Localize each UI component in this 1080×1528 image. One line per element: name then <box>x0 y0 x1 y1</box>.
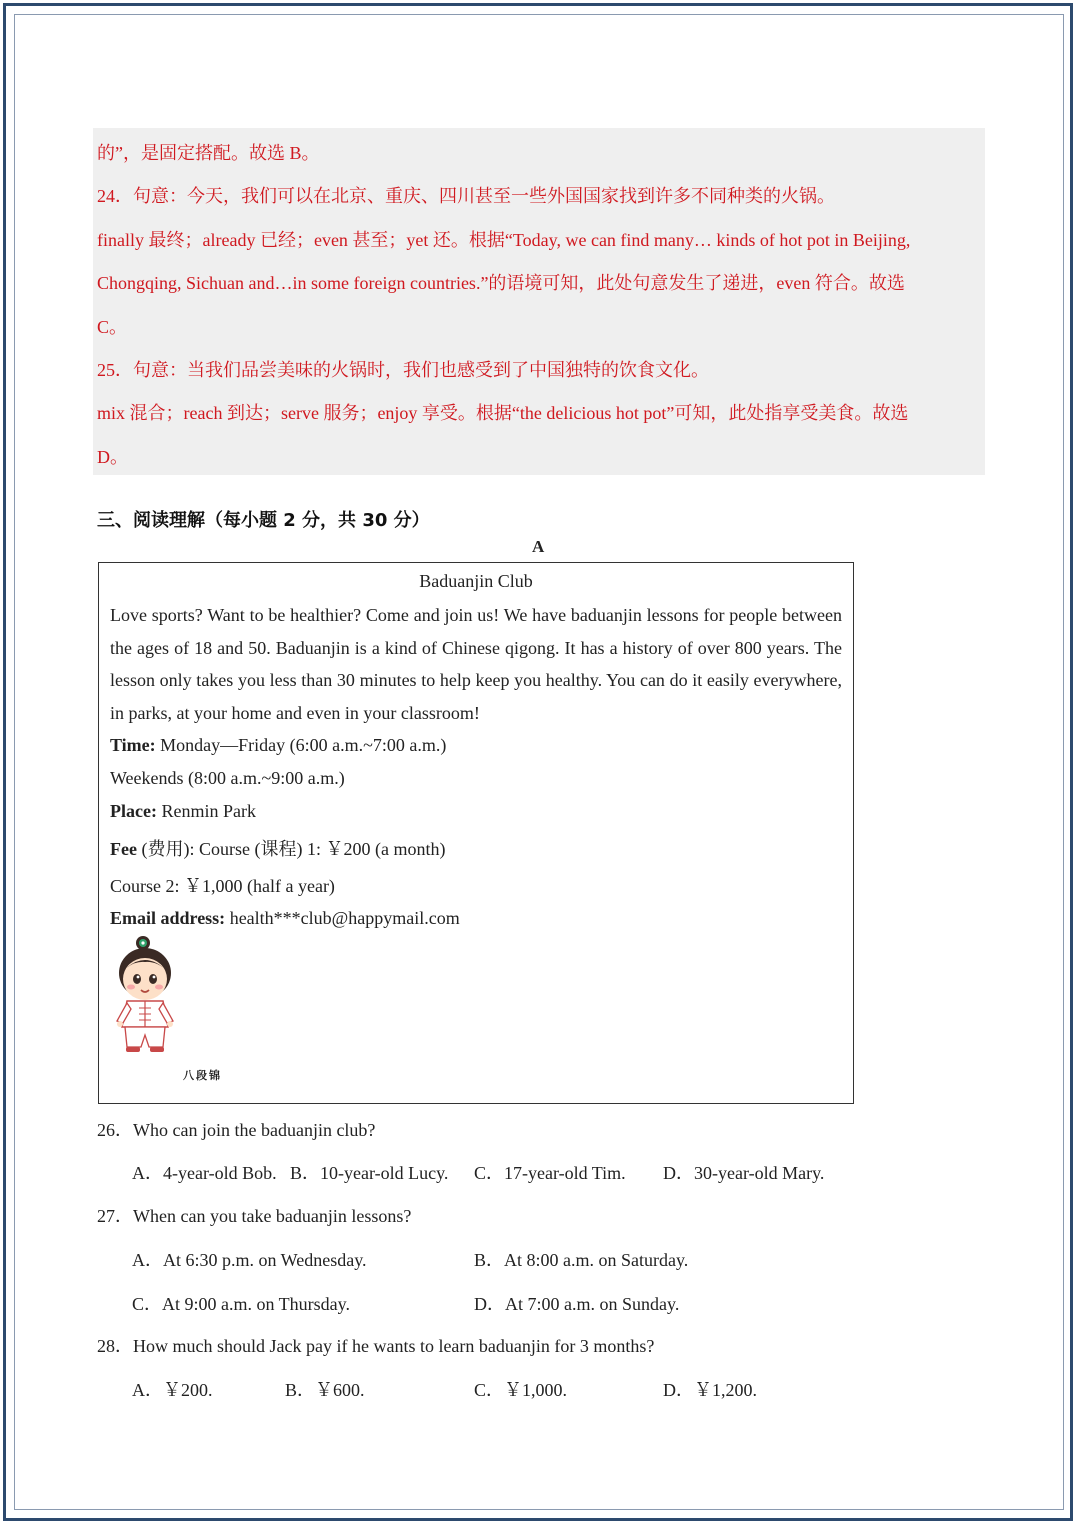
baduanjin-ad-box <box>98 562 854 1104</box>
answer-line: Chongqing, Sichuan and…in some foreign countries.”的语境可知，此处句意发生了递进，even 符合。故选 <box>97 273 905 293</box>
ad-weekends: Weekends (8:00 a.m.~9:00 a.m.) <box>110 768 345 788</box>
baduanjin-mascot-icon <box>113 935 203 1063</box>
question-option: A．4-year-old Bob. <box>132 1163 277 1183</box>
question-option: B．10-year-old Lucy. <box>290 1163 449 1183</box>
answer-line: 25．句意：当我们品尝美味的火锅时，我们也感受到了中国独特的饮食文化。 <box>97 360 709 380</box>
passage-label: A <box>532 537 545 556</box>
answer-line: finally 最终；already 已经；even 甚至；yet 还。根据“Today, we can find many… kinds of hot pot in Beijing, <box>97 230 911 250</box>
question-option: B．￥600. <box>285 1380 365 1400</box>
question-option: D．At 7:00 a.m. on Sunday. <box>474 1294 680 1314</box>
answer-line: 的”，是固定搭配。故选 B。 <box>97 143 320 163</box>
ad-email-label: Email address: <box>110 908 226 928</box>
question-option: D．￥1,200. <box>663 1380 757 1400</box>
question-stem: 28．How much should Jack pay if he wants to learn baduanjin for 3 months? <box>97 1336 655 1356</box>
ad-fee-label: Fee <box>110 839 137 859</box>
answer-line: 24．句意：今天，我们可以在北京、重庆、四川甚至一些外国国家找到许多不同种类的火锅。 <box>97 186 835 206</box>
question-stem: 26．Who can join the baduanjin club? <box>97 1120 376 1140</box>
ad-time-label: Time: <box>110 735 156 755</box>
ad-time <box>110 735 446 756</box>
question-option: C．At 9:00 a.m. on Thursday. <box>132 1294 350 1314</box>
answer-line: C。 <box>97 317 128 337</box>
ad-fee-value: (费用): Course (课程) 1: ￥200 (a month) <box>136 839 446 859</box>
ad-course2: Course 2: ￥1,000 (half a year) <box>110 876 335 896</box>
question-option: A．￥200. <box>132 1380 213 1400</box>
ad-email-value: health***club@happymail.com <box>225 908 460 928</box>
ad-title: Baduanjin Club <box>419 571 533 591</box>
ad-place <box>110 801 256 822</box>
ad-email <box>110 908 460 929</box>
question-option: B．At 8:00 a.m. on Saturday. <box>474 1250 689 1270</box>
ad-time-value: Monday—Friday (6:00 a.m.~7:00 a.m.) <box>155 735 447 755</box>
ad-fee <box>110 835 445 861</box>
mascot-caption: 八段锦 <box>183 1069 222 1082</box>
ad-intro: Love sports? Want to be healthier? Come and join us! We have baduanjin lessons for people between the ages of 18 and 50. Baduanjin is a kind of Chinese qigong. It has a history of over 800 years. The lesson only takes you less than 30 minutes to help keep you healthy. You can do it easily everywhere, in parks, at your home and even in your classroom! <box>110 605 842 724</box>
question-option: C．￥1,000. <box>474 1380 568 1400</box>
question-option: D．30-year-old Mary. <box>663 1163 825 1183</box>
answer-line: D。 <box>97 447 128 467</box>
question-option: A．At 6:30 p.m. on Wednesday. <box>132 1250 367 1270</box>
answer-line: mix 混合；reach 到达；serve 服务；enjoy 享受。根据“the delicious hot pot”可知，此处指享受美食。故选 <box>97 403 909 423</box>
question-stem: 27．When can you take baduanjin lessons? <box>97 1206 412 1226</box>
ad-place-value: Renmin Park <box>156 801 256 821</box>
section-title: 三、阅读理解（每小题 2 分，共 30 分） <box>97 510 430 531</box>
ad-place-label: Place: <box>110 801 157 821</box>
question-option: C．17-year-old Tim. <box>474 1163 626 1183</box>
